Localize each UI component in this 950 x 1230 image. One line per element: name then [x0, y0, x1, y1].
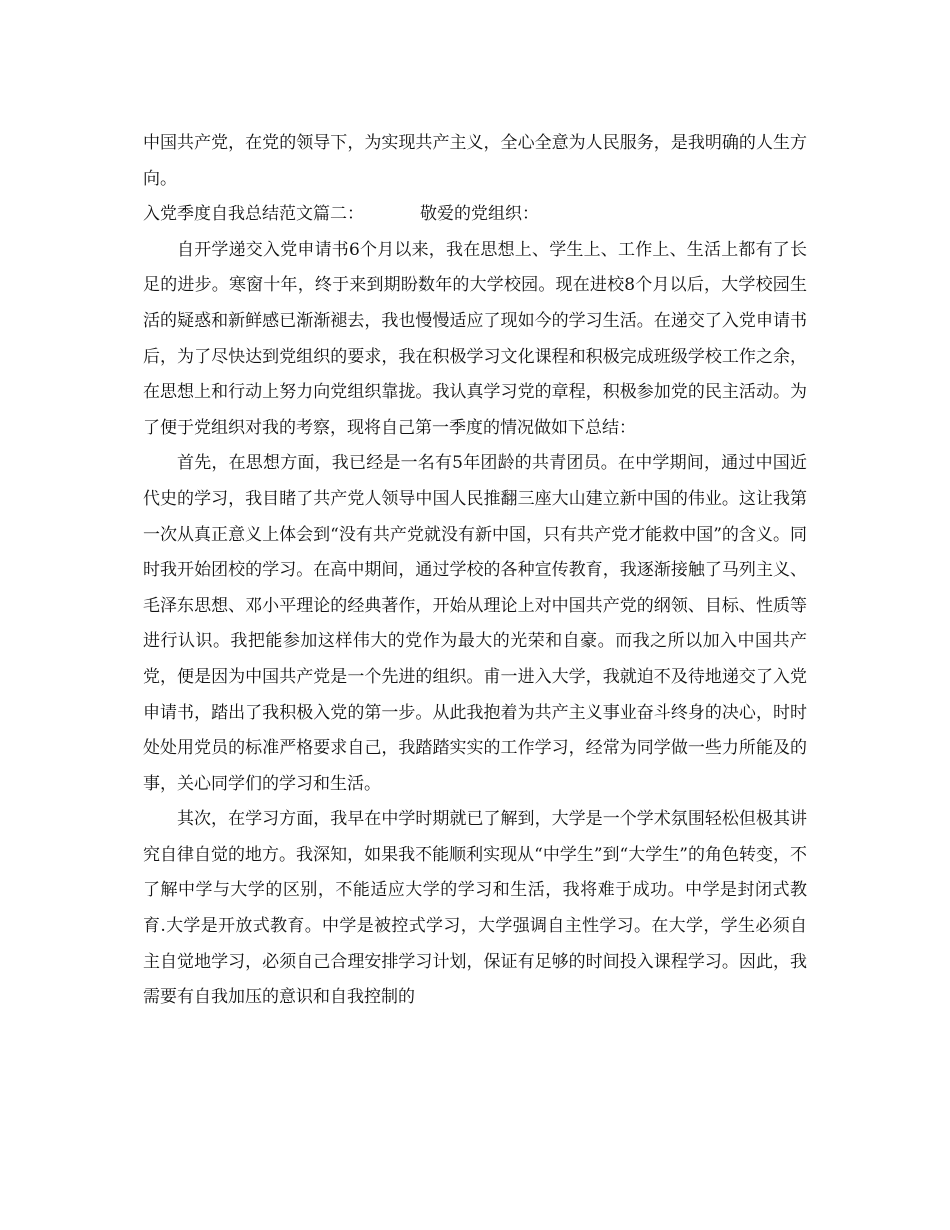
paragraph-study: 其次，在学习方面，我早在中学时期就已了解到，大学是一个学术氛围轻松但极其讲究自律自觉的地方。我深知，如果我不能顺利实现从“中学生”到“大学生”的角色转变，不了解中学与大学的区别，不能适应大学的学习和生活，我将难于成功。中学是封闭式教育.大学是开放式教育。中学是被控式学习，大学强调自主性学习。在大学，学生必须自主自觉地学习，必须自己合理安排学习计划，保证有足够的时间投入课程学习。因此，我需要有自我加压的意识和自我控制的 [143, 809, 807, 1008]
section-title: 入党季度自我总结范文篇二： [143, 204, 364, 225]
paragraph-ideology: 首先，在思想方面，我已经是一名有5年团龄的共青团员。在中学期间，通过中国近代史的学习，我目睹了共产党人领导中国人民推翻三座大山建立新中国的伟业。这让我第一次从真正意义上体会到“没有共产党就没有新中国，只有共产党才能救中国”的含义。同时我开始团校的学习。在高中期间，通过学校的各种宣传教育，我逐渐接触了马列主义、毛泽东思想、邓小平理论的经典著作，开始从理论上对中国共产党的纲领、目标、性质等进行认识。我把能参加这样伟大的党作为最大的光荣和自豪。而我之所以加入中国共产党，便是因为中国共产党是一个先进的组织。甫一进入大学，我就迫不及待地递交了入党申请书，踏出了我积极入党的第一步。从此我抱着为共产主义事业奋斗终身的决心，时时处处用党员的标准严格要求自己，我踏踏实实的工作学习，经常为同学做一些力所能及的事，关心同学们的学习和生活。 [143, 453, 807, 794]
section-heading-line [143, 197, 807, 233]
document-body [143, 126, 807, 1016]
paragraph-introduction: 自开学递交入党申请书6个月以来，我在思想上、学生上、工作上、生活上都有了长足的进步。寒窗十年，终于来到期盼数年的大学校园。现在进校8个月以后，大学校园生活的疑惑和新鲜感已渐渐褪去，我也慢慢适应了现如今的学习生活。在递交了入党申请书后，为了尽快达到党组织的要求，我在积极学习文化课程和积极完成班级学校工作之余，在思想上和行动上努力向党组织靠拢。我认真学习党的章程，积极参加党的民主活动。为了便于党组织对我的考察，现将自己第一季度的情况做如下总结： [143, 239, 807, 438]
salutation: 敬爱的党组织： [420, 204, 539, 225]
paragraph-party-direction: 中国共产党，在党的领导下，为实现共产主义，全心全意为人民服务，是我明确的人生方向。 [143, 133, 807, 189]
